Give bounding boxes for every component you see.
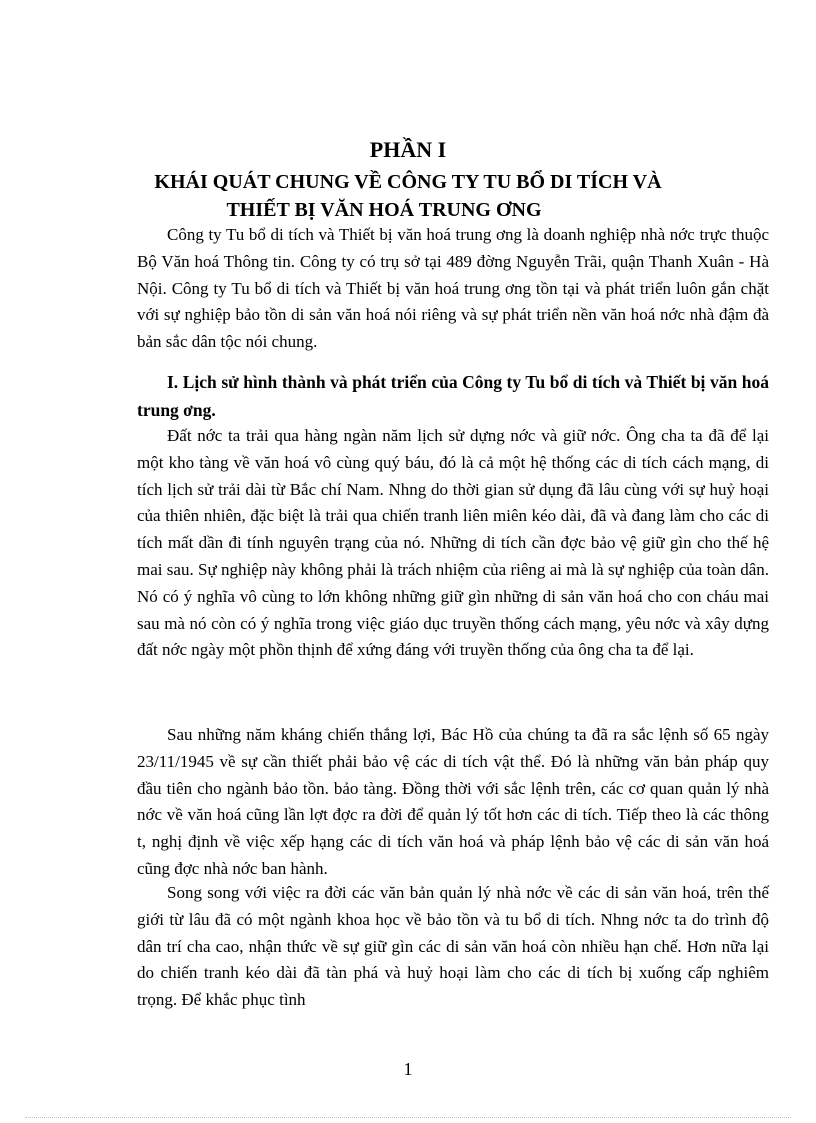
section-heading: I. Lịch sử hình thành và phát triển của Công ty Tu bổ di tích và Thiết bị văn hoá trung ơng. <box>137 372 769 420</box>
decree-paragraph: Sau những năm kháng chiến thắng lợi, Bác Hồ của chúng ta đã ra sắc lệnh số 65 ngày 23/11/1945 về sự cần thiết phải bảo vệ các di tích vật thể. Đó là những văn bản pháp quy đầu tiên cho ngành bảo tồn. bảo tàng. Đồng thời với sắc lệnh trên, các cơ quan quản lý nhà nớc về văn hoá cũng lần lợt đợc ra đời để quản lý tốt hơn các di tích. Tiếp theo là các thông t, nghị định về việc xếp hạng các di tích văn hoá và pháp lệnh bảo vệ các di sản văn hoá cũng đợc nhà nớc ban hành. <box>137 725 769 878</box>
conservation-paragraph: Song song với việc ra đời các văn bản quản lý nhà nớc về các di sản văn hoá, trên thế giới từ lâu đã có một ngành khoa học về bảo tồn và tu bổ di tích. Nhng nớc ta do trình độ dân trí cha cao, nhận thức về sự giữ gìn các di sản văn hoá còn nhiều hạn chế. Hơn nữa lại do chiến tranh kéo dài đã tàn phá và huỷ hoại làm cho các di tích bị xuống cấp nghiêm trọng. Để khắc phục tình <box>137 883 769 1010</box>
chapter-title-line-2: THIẾT BỊ VĂN HOÁ TRUNG ƠNG <box>226 199 542 221</box>
page-number: 1 <box>403 1059 413 1079</box>
part-heading: PHẦN I <box>369 137 447 162</box>
page-bottom-divider <box>25 1117 791 1118</box>
chapter-title-line-1: KHÁI QUÁT CHUNG VỀ CÔNG TY TU BỔ DI TÍCH VÀ <box>154 171 662 193</box>
intro-paragraph: Công ty Tu bổ di tích và Thiết bị văn hoá trung ơng là doanh nghiệp nhà nớc trực thuộc Bộ Văn hoá Thông tin. Công ty có trụ sở tại 489 đờng Nguyễn Trãi, quận Thanh Xuân - Hà Nội. Công ty Tu bổ di tích và Thiết bị văn hoá trung ơng tồn tại và phát triển luôn gắn chặt với sự nghiệp bảo tồn di sản văn hoá nói riêng và sự phát triển nền văn hoá nớc nhà đậm đà bản sắc dân tộc nói chung. <box>137 225 769 352</box>
history-paragraph: Đất nớc ta trải qua hàng ngàn năm lịch sử dựng nớc và giữ nớc. Ông cha ta đã để lại một kho tàng về văn hoá vô cùng quý báu, đó là cả một hệ thống các di tích cách mạng, di tích lịch sử trải dài từ Bắc chí Nam. Nhng do thời gian sử dụng đã lâu cùng với sự huỷ hoại của thiên nhiên, đặc biệt là trải qua chiến tranh liên miên kéo dài, đã và đang làm cho các di tích mất dần đi tính nguyên trạng của nó. Những di tích cần đợc bảo vệ giữ gìn cho thế hệ mai sau. Sự nghiệp này không phải là trách nhiệm của riêng ai mà là sự nghiệp của toàn dân. Nó có ý nghĩa vô cùng to lớn không những giữ gìn những di sản văn hoá cho con cháu mai sau mà nó còn có ý nghĩa trong việc giáo dục truyền thống cách mạng, yêu nớc và xây dựng đất nớc ngày một phồn thịnh để xứng đáng với truyền thống của ông cha ta để lại. <box>137 426 769 660</box>
